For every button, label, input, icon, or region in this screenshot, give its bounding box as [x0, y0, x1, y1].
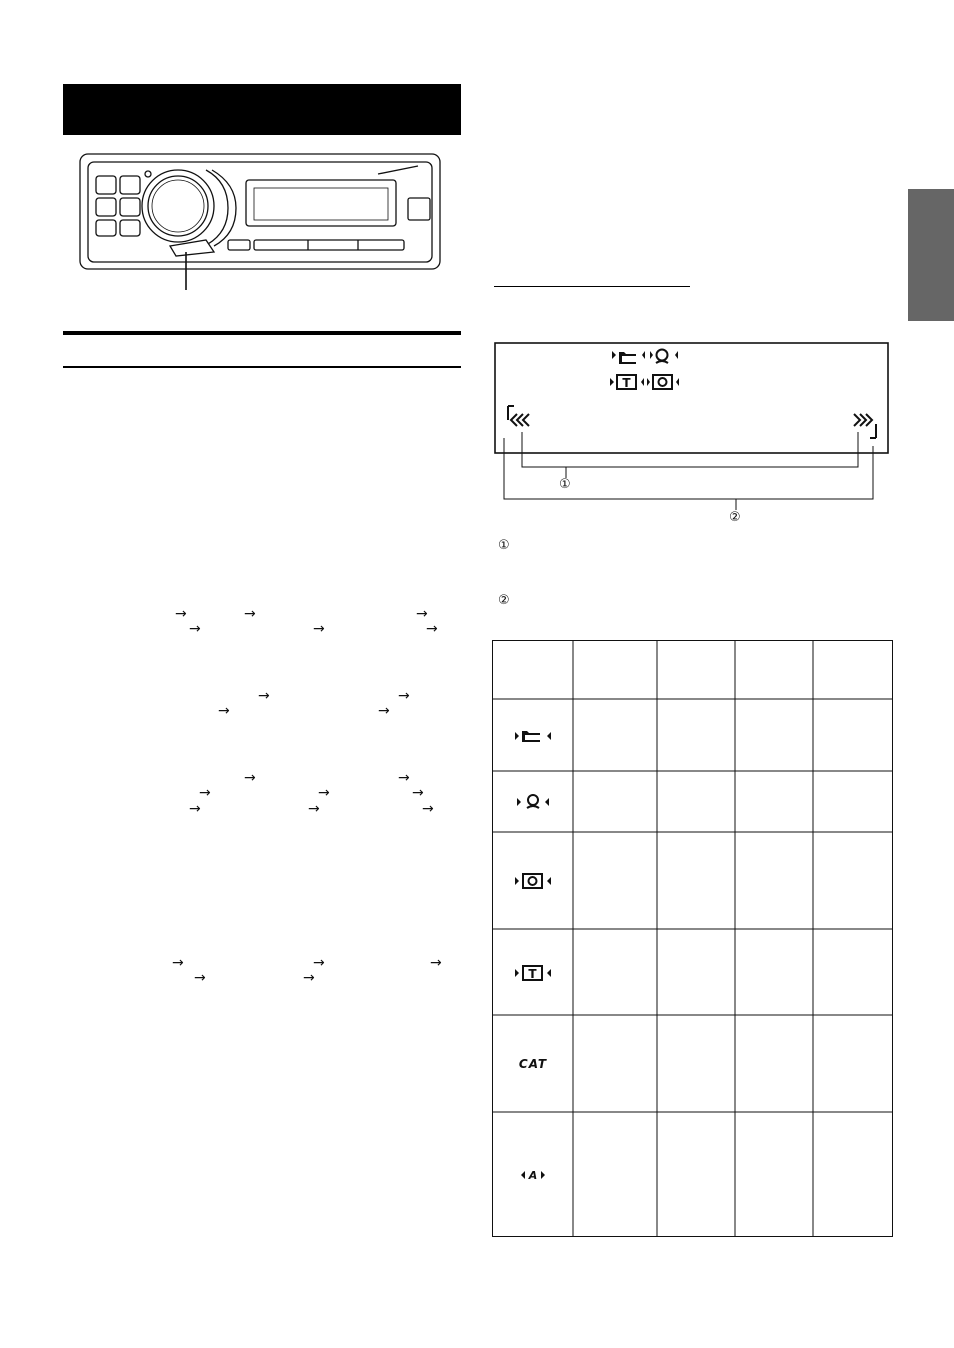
preset-button-1	[96, 176, 116, 194]
sequence-arrow: →	[303, 970, 315, 986]
unit-outer-frame	[80, 154, 440, 269]
rotary-encoder-outer	[142, 170, 214, 242]
sequence-arrow: →	[218, 703, 230, 719]
category-icon	[493, 1016, 573, 1112]
preset-button-3	[96, 198, 116, 216]
alpha-search-icon	[493, 1113, 573, 1237]
sequence-arrow: →	[378, 703, 390, 719]
side-tab	[908, 189, 954, 321]
alpha-label: A	[528, 1168, 538, 1182]
sequence-arrow: →	[412, 785, 424, 801]
sequence-arrow: →	[189, 621, 201, 637]
sequence-arrow: →	[416, 606, 428, 622]
title-icon	[493, 930, 573, 1015]
preset-button-4	[120, 198, 140, 216]
rotary-encoder-inner	[148, 176, 208, 236]
indicator-row-folder-artist	[612, 350, 678, 365]
heading-rule-thick	[63, 331, 461, 335]
release-button	[408, 198, 430, 220]
lcd-display	[254, 188, 388, 220]
legend-marker-2: ②	[498, 593, 510, 608]
sequence-arrow: →	[313, 955, 325, 971]
sequence-arrow: →	[199, 785, 211, 801]
head-unit-illustration	[78, 152, 444, 292]
sequence-arrow: →	[244, 606, 256, 622]
sequence-arrow: →	[430, 955, 442, 971]
section-banner	[63, 84, 461, 135]
svg-text:T: T	[622, 376, 631, 390]
display-frame	[495, 343, 888, 453]
heading-rule-thin	[63, 366, 461, 368]
sequence-arrow: →	[426, 621, 438, 637]
category-label: CAT	[518, 1057, 548, 1071]
callout-number-2: ②	[729, 510, 741, 525]
indicator-row-title-album	[610, 375, 679, 390]
sequence-arrow: →	[175, 606, 187, 622]
sequence-arrow: →	[308, 801, 320, 817]
sequence-arrow: →	[318, 785, 330, 801]
legend-marker-1: ①	[498, 538, 510, 553]
artist-icon	[493, 772, 573, 832]
subheading-underline	[494, 286, 690, 287]
sequence-arrow: →	[422, 801, 434, 817]
sequence-arrow: →	[313, 621, 325, 637]
sequence-arrow: →	[189, 801, 201, 817]
display-diagram	[494, 342, 890, 528]
sequence-arrow: →	[194, 970, 206, 986]
lcd-display-frame	[246, 180, 396, 226]
scroll-indicator-left	[508, 406, 529, 426]
preset-button-6	[120, 220, 140, 236]
callout-number-1: ①	[559, 477, 571, 492]
preset-button-2	[120, 176, 140, 194]
sequence-arrow: →	[172, 955, 184, 971]
svg-text:T: T	[528, 966, 537, 981]
sequence-arrow: →	[398, 770, 410, 786]
sequence-arrow: →	[244, 770, 256, 786]
folder-icon	[493, 700, 573, 771]
preset-button-5	[96, 220, 116, 236]
sequence-arrow: →	[258, 688, 270, 704]
album-icon	[493, 833, 573, 929]
bracket-1	[522, 432, 858, 467]
sequence-arrow: →	[398, 688, 410, 704]
scroll-indicator-right	[854, 414, 876, 438]
